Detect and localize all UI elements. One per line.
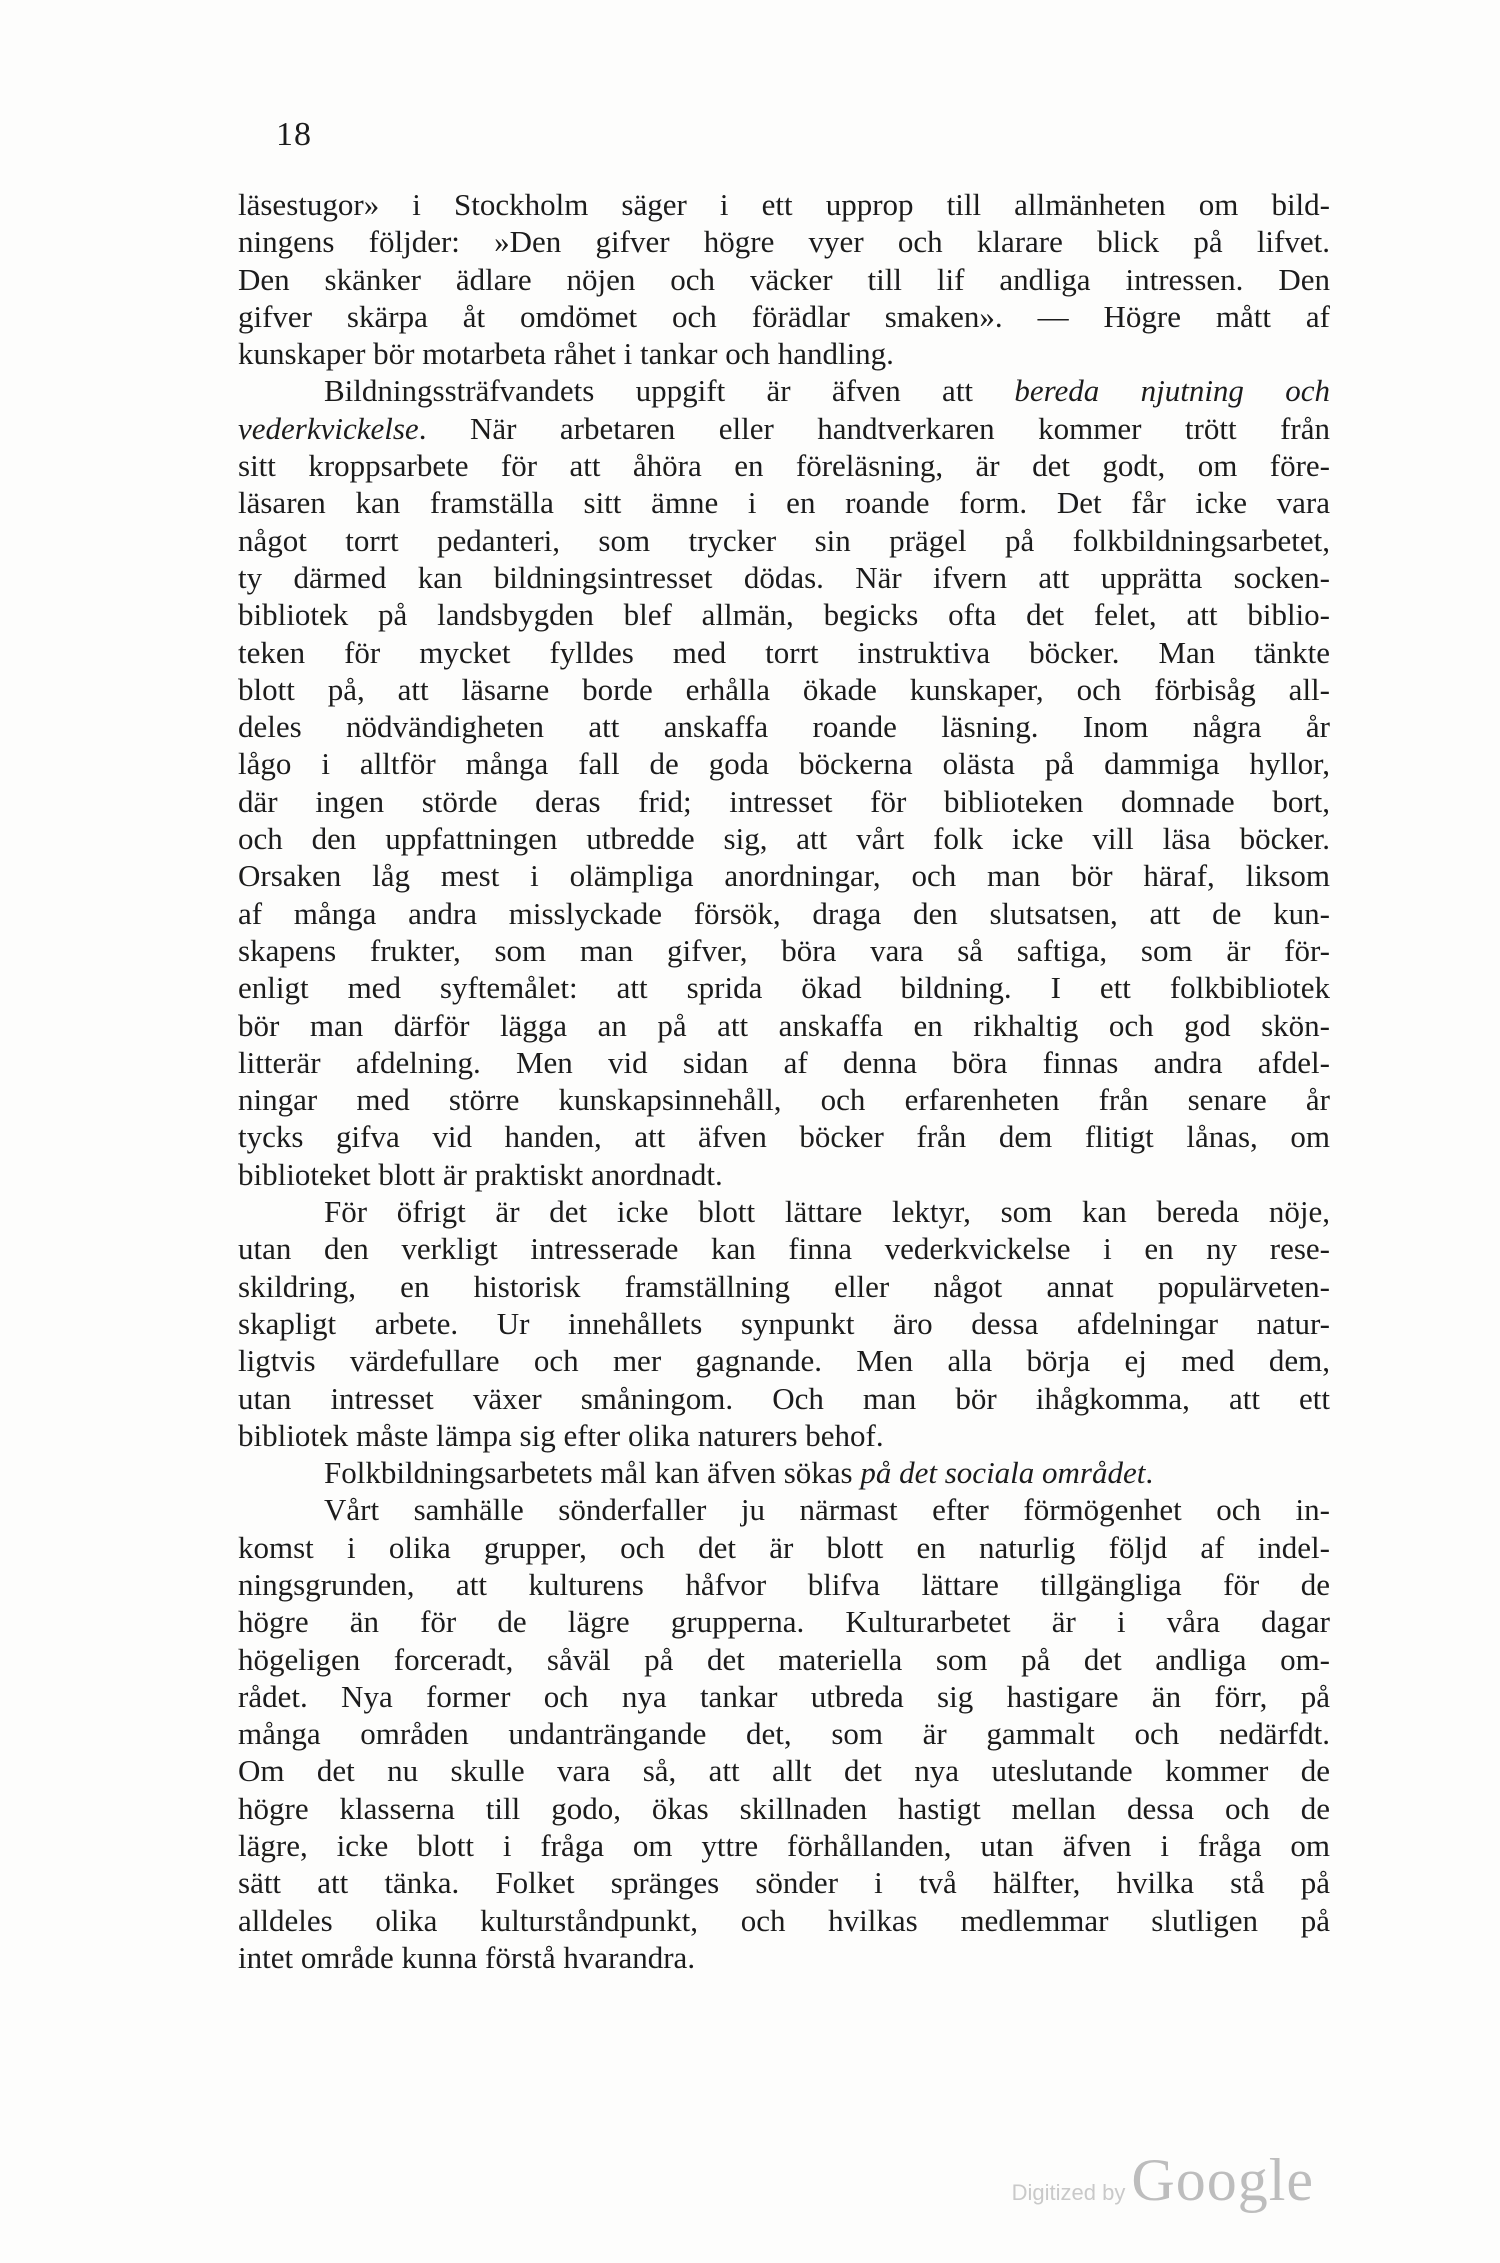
text-run: Orsaken låg mest i olämpliga anordningar, och man bör häraf, liksom [238,858,1330,894]
text-run: bibliotek på landsbygden blef allmän, begicks ofta det felet, att biblio- [238,597,1330,633]
digitized-by-google-watermark [1012,2146,1314,2215]
text-run: Om det nu skulle vara så, att allt det nya uteslutande kommer de [238,1753,1330,1789]
text-run: Vårt samhälle sönderfaller ju närmast efter förmögenhet och in- [324,1492,1330,1528]
text-line [238,1752,1330,1789]
text-line [238,1193,1330,1230]
text-run: blott på, att läsarne borde erhålla ökade kunskaper, och förbisåg all- [238,671,1330,707]
text-line [238,671,1330,708]
italic-text-run: vederkvickelse [238,410,419,446]
text-line [238,1790,1330,1827]
text-line [238,1566,1330,1603]
text-line [238,1230,1330,1267]
text-run: alldeles olika kulturståndpunkt, och hvilkas medlemmar slutligen på [238,1902,1330,1938]
text-line [238,1044,1330,1081]
text-run: bör man därför lägga an på att anskaffa en rikhaltig och god skön- [238,1007,1330,1043]
text-line [238,298,1330,335]
text-line [238,1864,1330,1901]
text-run: tycks gifva vid handen, att äfven böcker från dem flitigt lånas, om [238,1119,1330,1155]
text-line [238,447,1330,484]
text-line [238,932,1330,969]
text-line [238,1454,1330,1491]
text-run: af många andra misslyckade försök, draga den slutsatsen, att de kun- [238,895,1330,931]
text-run: För öfrigt är det icke blott lättare lektyr, som kan bereda nöje, [324,1194,1330,1230]
text-run: utan intresset växer småningom. Och man bör ihågkomma, att ett [238,1380,1330,1416]
text-line [238,1156,1330,1193]
text-run: sitt kroppsarbete för att åhöra en föreläsning, är det godt, om före- [238,448,1330,484]
text-run: enligt med syftemålet: att sprida ökad bildning. I ett folkbibliotek [238,970,1330,1006]
text-line [238,1007,1330,1044]
page-number: 18 [276,116,312,153]
text-line [238,372,1330,409]
text-line [238,1081,1330,1118]
text-line [238,1491,1330,1528]
text-line [238,1603,1330,1640]
text-line [238,1268,1330,1305]
text-line [238,857,1330,894]
text-line [238,745,1330,782]
text-line [238,820,1330,857]
text-run: Bildningssträfvandets uppgift är äfven att [324,373,1015,409]
text-run: läsaren kan framställa sitt ämne i en roande form. Det får icke vara [238,485,1330,521]
text-run: högeligen forceradt, såväl på det materiella som på det andliga om- [238,1641,1330,1677]
text-line [238,1715,1330,1752]
text-line [238,223,1330,260]
text-run: skapens frukter, som man gifver, böra vara så saftiga, som är för- [238,932,1330,968]
text-line [238,1342,1330,1379]
text-run: bibliotek måste lämpa sig efter olika naturers behof. [238,1417,884,1453]
text-run: utan den verkligt intresserade kan finna vederkvickelse i en ny rese- [238,1231,1330,1267]
text-line [238,410,1330,447]
text-run: kunskaper bör motarbeta råhet i tankar och handling. [238,336,894,372]
text-run: ligtvis värdefullare och mer gagnande. Men alla börja ej med dem, [238,1343,1330,1379]
text-line [238,708,1330,745]
text-line [238,1902,1330,1939]
text-line [238,1641,1330,1678]
text-run: läsestugor» i Stockholm säger i ett upprop till allmänheten om bild- [238,187,1330,222]
text-run: ningsgrunden, att kulturens håfvor blifva lättare tillgängliga för de [238,1566,1330,1602]
text-run: ningar med större kunskapsinnehåll, och erfarenheten från senare år [238,1082,1330,1118]
text-line [238,1417,1330,1454]
text-run: biblioteket blott är praktiskt anordnadt. [238,1156,723,1192]
italic-text-run: på det sociala området [860,1455,1146,1491]
watermark-digitized-label: Digitized by [1011,2180,1126,2205]
text-run: många områden undanträngande det, som är gammalt och nedärfdt. [238,1716,1330,1752]
text-line [238,1678,1330,1715]
text-run: sätt att tänka. Folket spränges sönder i två hälfter, hvilka stå på [238,1865,1330,1901]
text-run: intet område kunna förstå hvarandra. [238,1939,696,1975]
text-line [238,1380,1330,1417]
text-run: lågo i alltför många fall de goda böckerna olästa på dammiga hyllor, [238,746,1330,782]
text-line [238,1827,1330,1864]
text-run: litterär afdelning. Men vid sidan af denna böra finnas andra afdel- [238,1044,1330,1080]
text-line [238,484,1330,521]
text-run: . När arbetaren eller handtverkaren kommer trött från [418,410,1330,446]
text-line [238,596,1330,633]
text-run: ty därmed kan bildningsintresset dödas. När ifvern att upprätta socken- [238,559,1330,595]
text-run: deles nödvändigheten att anskaffa roande läsning. Inom några år [238,709,1330,745]
text-line [238,969,1330,1006]
text-run: rådet. Nya former och nya tankar utbreda sig hastigare än förr, på [238,1678,1330,1714]
text-line [238,783,1330,820]
text-line [238,1939,1330,1976]
text-run: skapligt arbete. Ur innehållets synpunkt äro dessa afdelningar natur- [238,1305,1330,1341]
text-run: Folkbildningsarbetets mål kan äfven sökas [324,1455,861,1491]
text-line [238,634,1330,671]
body-text [238,186,1330,1976]
text-line [238,522,1330,559]
text-run: . [1145,1455,1154,1491]
text-run: och den uppfattningen utbredde sig, att vårt folk icke vill läsa böcker. [238,821,1330,857]
text-run: teken för mycket fylldes med torrt instruktiva böcker. Man tänkte [238,634,1330,670]
text-run: där ingen störde deras frid; intresset för biblioteken domnade bort, [238,783,1330,819]
text-run: Den skänker ädlare nöjen och väcker till lif andliga intressen. Den [238,261,1330,297]
italic-text-run: bereda njutning och [1014,373,1331,409]
text-line [238,1305,1330,1342]
text-run: högre klasserna till godo, ökas skillnaden hastigt mellan dessa och de [238,1790,1330,1826]
text-run: gifver skärpa åt omdömet och förädlar smaken». — Högre mått af [238,298,1330,334]
text-run: lägre, icke blott i fråga om yttre förhållanden, utan äfven i fråga om [238,1828,1330,1864]
text-line [238,186,1330,223]
text-line [238,559,1330,596]
text-run: något torrt pedanteri, som trycker sin prägel på folkbildningsarbetet, [238,522,1330,558]
text-run: högre än för de lägre grupperna. Kulturarbetet är i våra dagar [238,1604,1330,1640]
text-line [238,1118,1330,1155]
text-line [238,895,1330,932]
text-run: ningens följder: »Den gifver högre vyer och klarare blick på lifvet. [238,224,1330,260]
text-run: skildring, en historisk framställning eller något annat populärveten- [238,1268,1330,1304]
text-line [238,1529,1330,1566]
text-run: komst i olika grupper, och det är blott en naturlig följd af indel- [238,1529,1330,1565]
text-line [238,335,1330,372]
google-logo: Google [1131,2147,1314,2213]
text-line [238,261,1330,298]
